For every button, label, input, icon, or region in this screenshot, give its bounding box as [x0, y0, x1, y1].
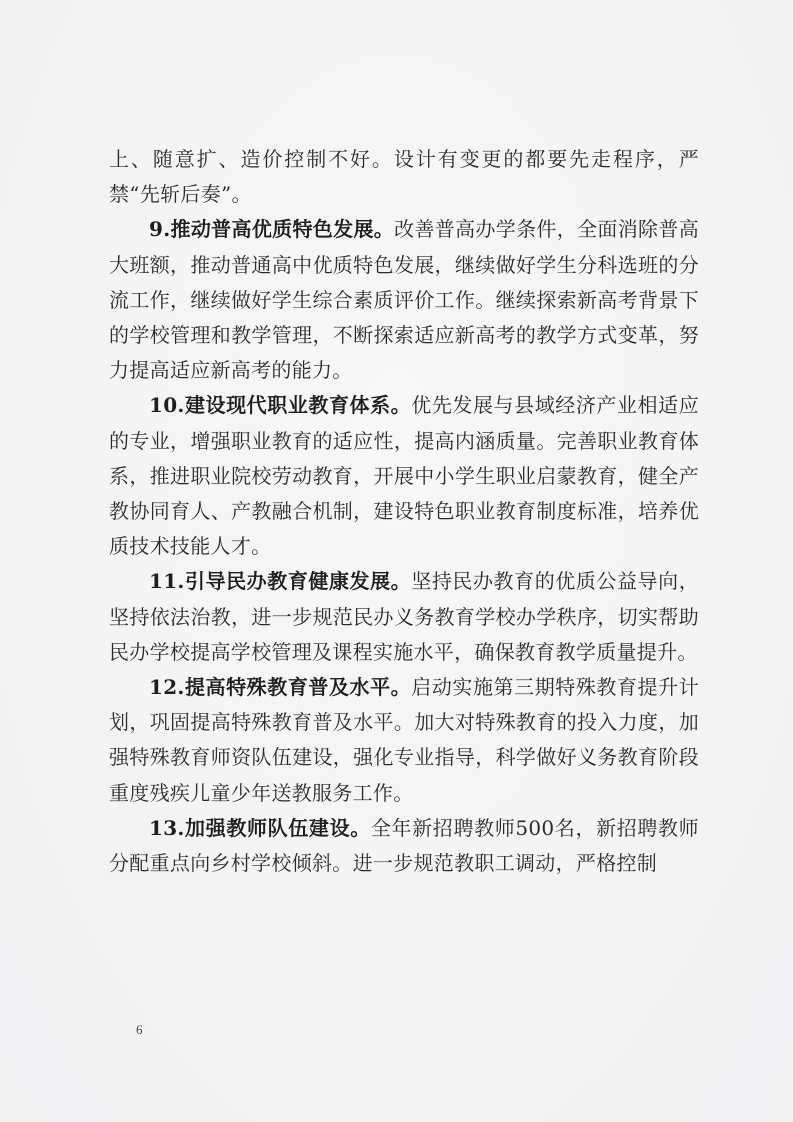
page-number: 6 — [136, 1022, 143, 1037]
paragraph-text: 上、随意扩、造价控制不好。设计有变更的都要先走程序，严禁“先斩后奏”。 — [109, 147, 699, 207]
paragraph-item-12 — [109, 670, 699, 811]
paragraph-item-10 — [109, 388, 699, 564]
paragraph-heading: 11.引导民办教育健康发展。 — [149, 569, 412, 594]
paragraph-item-13 — [109, 811, 699, 881]
paragraph-heading: 13.加强教师队伍建设。 — [149, 815, 371, 840]
paragraph-text: 全年新招聘教师500名，新招聘教师分配重点向乡村学校倾斜。进一步规范教职工调动，严格控制 — [109, 815, 699, 876]
paragraph-heading: 9.推动普高优质特色发展。 — [149, 217, 395, 242]
paragraph-heading: 10.建设现代职业教育体系。 — [149, 393, 412, 418]
paragraph-text: 改善普高办学条件，全面消除普高大班额，推动普通高中优质特色发展，继续做好学生分科选班的分流工作，继续做好学生综合素质评价工作。继续探索新高考背景下的学校管理和教学管理，不断探索适应新高考的教学方式变革，努力提高适应新高考的能力。 — [109, 217, 700, 383]
paragraph-heading: 12.提高特殊教育普及水平。 — [149, 675, 412, 700]
document-body — [109, 142, 699, 881]
paragraph-item-11 — [109, 564, 699, 670]
paragraph-continuation — [109, 142, 699, 212]
paragraph-item-9 — [109, 212, 699, 388]
paragraph-text: 坚持民办教育的优质公益导向，坚持依法治教，进一步规范民办义务教育学校办学秩序，切实帮助民办学校提高学校管理及课程实施水平，确保教育教学质量提升。 — [109, 569, 699, 664]
paragraph-text: 启动实施第三期特殊教育提升计划，巩固提高特殊教育普及水平。加大对特殊教育的投入力度，加强特殊教育师资队伍建设，强化专业指导，科学做好义务教育阶段重度残疾儿童少年送教服务工作。 — [109, 675, 699, 805]
paragraph-text: 优先发展与县域经济产业相适应的专业，增强职业教育的适应性，提高内涵质量。完善职业教育体系，推进职业院校劳动教育，开展中小学生职业启蒙教育，健全产教协同育人、产教融合机制，建设特色职业教育制度标准，培养优质技术技能人才。 — [109, 393, 699, 559]
